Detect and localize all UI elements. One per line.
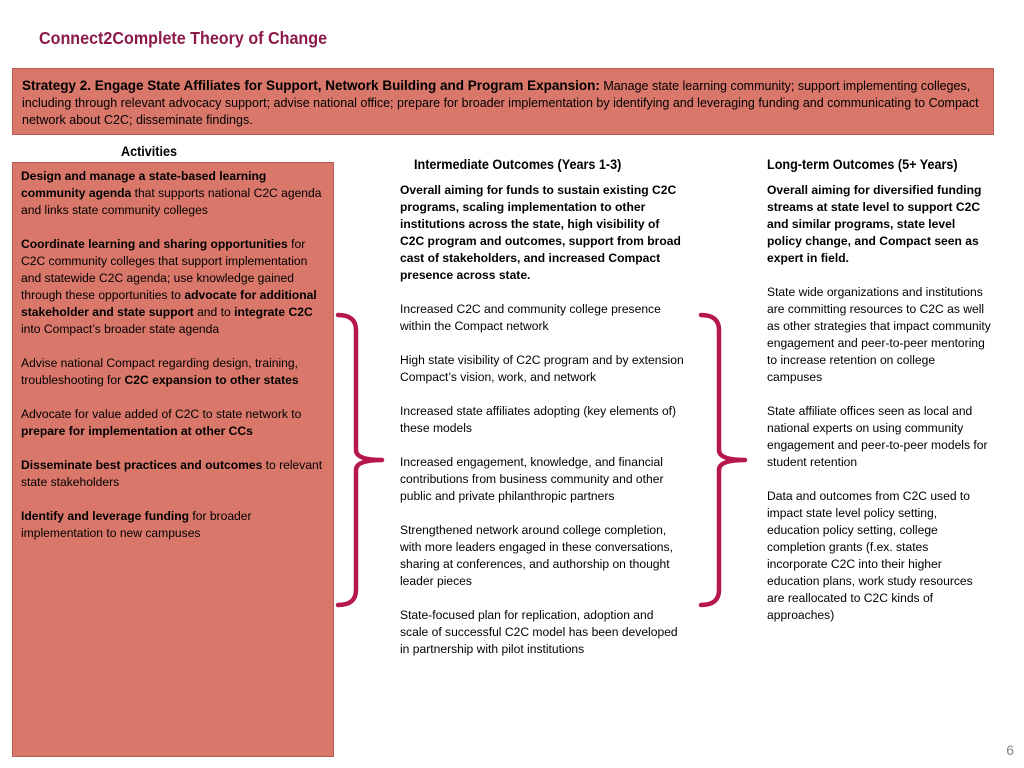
activity-item: Design and manage a state-based learning community agenda that supports national C2C agenda and links state community colleges [21,169,322,217]
outcome-item: State wide organizations and institutions are committing resources to C2C as well as other strategies that impact community engagement and peer-to-peer mentoring to increase retention on college campuses [767,285,991,384]
outcome-item: State affiliate offices seen as local and national experts on using community engagement and peer-to-peer models for student retention [767,404,988,469]
longterm-lead: Overall aiming for diversified funding streams at state level to support C2C and similar programs, state level policy change, and Compact seen as expert in field. [767,183,982,265]
left-brace [334,310,386,610]
intermediate-outcomes [400,182,685,675]
outcome-item: Increased state affiliates adopting (key elements of) these models [400,404,677,435]
strategy-heading: Strategy 2. Engage State Affiliates for Support, Network Building and Program Expansion: [22,78,600,93]
right-brace [697,310,749,610]
outcome-item: Data and outcomes from C2C used to impact state level policy setting, education policy setting, college completion grants (f.ex. states incorporate C2C into their higher education plans, work study resources are reallocated to C2C kinds of approaches) [767,489,973,622]
strategy-banner [12,68,994,135]
longterm-outcomes [767,182,992,641]
outcome-item: Strengthened network around college completion, with more leaders engaged in these conversations, sharing at conferences, and authorship on thought leader pieces [400,523,673,588]
activity-item: Identify and leverage funding for broader implementation to new campuses [21,509,252,540]
longterm-heading: Long-term Outcomes (5+ Years) [767,156,958,172]
outcome-item: Increased C2C and community college presence within the Compact network [400,302,661,333]
outcome-item: Increased engagement, knowledge, and financial contributions from business community and other public and private philanthropic partners [400,455,664,503]
intermediate-heading: Intermediate Outcomes (Years 1-3) [414,156,622,172]
activity-item: Coordinate learning and sharing opportunities for C2C community colleges that support implementation and statewide C2C agenda; use knowledge gained through these opportunities to advocate for additional stakeholder and state support and to integrate C2C into Compact’s broader state agenda [21,237,317,336]
outcome-item: High state visibility of C2C program and by extension Compact’s vision, work, and network [400,353,684,384]
activities-box [12,162,334,757]
intermediate-lead: Overall aiming for funds to sustain existing C2C programs, scaling implementation to other institutions across the state, high visibility of C2C program and outcomes, support from broad cast of stakeholders, and increased Compact presence across state. [400,183,681,282]
strategy-body: Manage state learning community; support implementing colleges, including through relevant advocacy support; advise national office; prepare for broader implementation by identifying and leveraging funding and communicating to Compact network about C2C; disseminate findings. [22,79,979,127]
outcome-item: State-focused plan for replication, adoption and scale of successful C2C model has been developed in partnership with pilot institutions [400,608,678,656]
activity-item: Disseminate best practices and outcomes to relevant state stakeholders [21,458,323,489]
activities-heading: Activities [121,143,178,159]
page-title: Connect2Complete Theory of Change [39,28,328,48]
activity-item: Advocate for value added of C2C to state network to prepare for implementation at other CCs [21,407,302,438]
page-number: 6 [1006,742,1014,758]
activity-item: Advise national Compact regarding design, training, troubleshooting for C2C expansion to other states [21,356,299,387]
